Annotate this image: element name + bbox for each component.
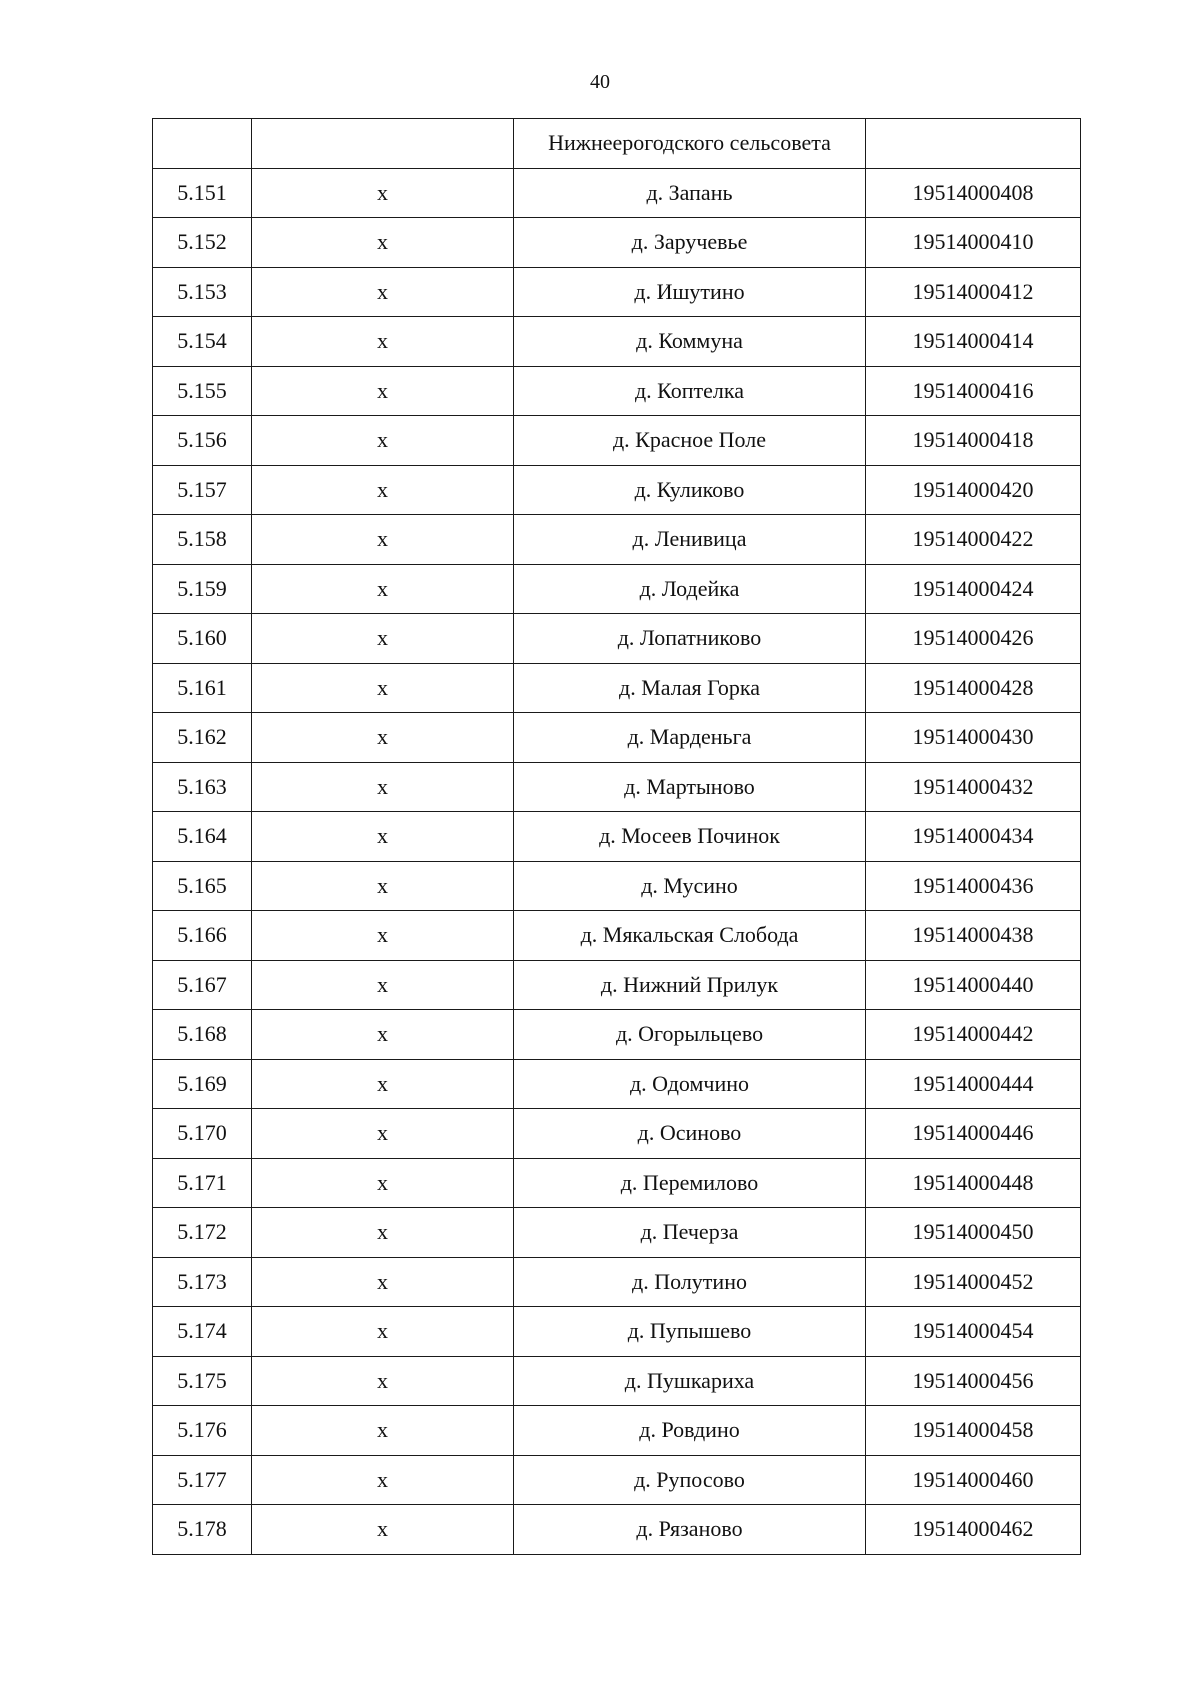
settlement-name-cell: д. Лопатниково bbox=[514, 614, 866, 664]
code-cell: 19514000424 bbox=[866, 564, 1081, 614]
settlement-name-cell: д. Мякальская Слобода bbox=[514, 911, 866, 961]
table-row bbox=[153, 713, 1081, 763]
table-row bbox=[153, 1010, 1081, 1060]
mark-cell: х bbox=[252, 713, 514, 763]
code-cell: 19514000452 bbox=[866, 1257, 1081, 1307]
mark-cell: х bbox=[252, 1307, 514, 1357]
row-number-cell: 5.175 bbox=[153, 1356, 252, 1406]
mark-cell: х bbox=[252, 861, 514, 911]
mark-cell: х bbox=[252, 762, 514, 812]
mark-cell: х bbox=[252, 366, 514, 416]
settlement-name-cell: д. Коптелка bbox=[514, 366, 866, 416]
settlement-name-cell: д. Мусино bbox=[514, 861, 866, 911]
mark-cell: х bbox=[252, 564, 514, 614]
settlement-name-cell: д. Ровдино bbox=[514, 1406, 866, 1456]
code-cell: 19514000450 bbox=[866, 1208, 1081, 1258]
code-cell: 19514000432 bbox=[866, 762, 1081, 812]
settlement-name-cell: д. Одомчино bbox=[514, 1059, 866, 1109]
table-row bbox=[153, 1109, 1081, 1159]
row-number-cell: 5.157 bbox=[153, 465, 252, 515]
mark-cell: х bbox=[252, 317, 514, 367]
mark-cell: х bbox=[252, 1455, 514, 1505]
row-number-cell: 5.165 bbox=[153, 861, 252, 911]
row-number-cell: 5.171 bbox=[153, 1158, 252, 1208]
settlement-name-cell: д. Полутино bbox=[514, 1257, 866, 1307]
mark-cell: х bbox=[252, 663, 514, 713]
row-number-cell: 5.172 bbox=[153, 1208, 252, 1258]
table-row bbox=[153, 911, 1081, 961]
mark-cell: х bbox=[252, 1059, 514, 1109]
table-row bbox=[153, 1158, 1081, 1208]
row-number-cell: 5.176 bbox=[153, 1406, 252, 1456]
table-row bbox=[153, 1208, 1081, 1258]
table-row bbox=[153, 1059, 1081, 1109]
mark-cell: х bbox=[252, 1406, 514, 1456]
row-number-cell: 5.170 bbox=[153, 1109, 252, 1159]
row-number-cell: 5.178 bbox=[153, 1505, 252, 1555]
settlement-name-cell: д. Огорыльцево bbox=[514, 1010, 866, 1060]
table-row bbox=[153, 1257, 1081, 1307]
mark-cell: х bbox=[252, 1505, 514, 1555]
page-number: 40 bbox=[590, 71, 610, 93]
settlement-name-cell: д. Рязаново bbox=[514, 1505, 866, 1555]
settlement-name-cell: д. Ишутино bbox=[514, 267, 866, 317]
row-number-cell: 5.153 bbox=[153, 267, 252, 317]
settlement-name-cell: д. Рупосово bbox=[514, 1455, 866, 1505]
mark-cell: х bbox=[252, 267, 514, 317]
table-row bbox=[153, 1505, 1081, 1555]
table-row bbox=[153, 218, 1081, 268]
table-row bbox=[153, 564, 1081, 614]
settlement-name-cell: д. Нижний Прилук bbox=[514, 960, 866, 1010]
table-row bbox=[153, 416, 1081, 466]
code-cell: 19514000454 bbox=[866, 1307, 1081, 1357]
settlement-name-cell: д. Марденьга bbox=[514, 713, 866, 763]
mark-cell: х bbox=[252, 1208, 514, 1258]
row-number-cell: 5.161 bbox=[153, 663, 252, 713]
settlement-name-cell: д. Ленивица bbox=[514, 515, 866, 565]
mark-cell: х bbox=[252, 168, 514, 218]
table-row bbox=[153, 762, 1081, 812]
table-row bbox=[153, 465, 1081, 515]
code-cell: 19514000420 bbox=[866, 465, 1081, 515]
code-cell: 19514000418 bbox=[866, 416, 1081, 466]
settlement-name-cell: д. Мартыново bbox=[514, 762, 866, 812]
row-number-cell: 5.166 bbox=[153, 911, 252, 961]
row-number-cell: 5.159 bbox=[153, 564, 252, 614]
mark-cell: х bbox=[252, 465, 514, 515]
code-cell: 19514000430 bbox=[866, 713, 1081, 763]
settlement-name-cell: д. Куликово bbox=[514, 465, 866, 515]
code-cell: 19514000440 bbox=[866, 960, 1081, 1010]
settlement-code-table bbox=[152, 118, 1081, 1555]
code-cell: 19514000462 bbox=[866, 1505, 1081, 1555]
code-cell bbox=[866, 119, 1081, 169]
row-number-cell: 5.151 bbox=[153, 168, 252, 218]
mark-cell bbox=[252, 119, 514, 169]
row-number-cell: 5.177 bbox=[153, 1455, 252, 1505]
code-cell: 19514000444 bbox=[866, 1059, 1081, 1109]
settlement-name-cell: д. Запань bbox=[514, 168, 866, 218]
row-number-cell: 5.160 bbox=[153, 614, 252, 664]
table-row bbox=[153, 168, 1081, 218]
table-row bbox=[153, 1356, 1081, 1406]
row-number-cell: 5.168 bbox=[153, 1010, 252, 1060]
code-cell: 19514000436 bbox=[866, 861, 1081, 911]
mark-cell: х bbox=[252, 1109, 514, 1159]
mark-cell: х bbox=[252, 812, 514, 862]
settlement-name-cell: д. Осиново bbox=[514, 1109, 866, 1159]
table-row bbox=[153, 614, 1081, 664]
mark-cell: х bbox=[252, 515, 514, 565]
table-row bbox=[153, 1307, 1081, 1357]
table-row bbox=[153, 267, 1081, 317]
code-cell: 19514000422 bbox=[866, 515, 1081, 565]
settlement-name-cell: д. Красное Поле bbox=[514, 416, 866, 466]
table-row bbox=[153, 317, 1081, 367]
table-row bbox=[153, 1406, 1081, 1456]
code-cell: 19514000426 bbox=[866, 614, 1081, 664]
row-number-cell: 5.154 bbox=[153, 317, 252, 367]
settlement-name-cell: д. Малая Горка bbox=[514, 663, 866, 713]
row-number-cell: 5.158 bbox=[153, 515, 252, 565]
row-number-cell: 5.174 bbox=[153, 1307, 252, 1357]
row-number-cell: 5.156 bbox=[153, 416, 252, 466]
table-row bbox=[153, 366, 1081, 416]
settlement-name-cell: д. Заручевье bbox=[514, 218, 866, 268]
settlement-name-cell: д. Мосеев Починок bbox=[514, 812, 866, 862]
settlement-name-cell: д. Перемилово bbox=[514, 1158, 866, 1208]
row-number-cell: 5.163 bbox=[153, 762, 252, 812]
code-cell: 19514000458 bbox=[866, 1406, 1081, 1456]
settlement-name-cell: Нижнеерогодского сельсовета bbox=[514, 119, 866, 169]
mark-cell: х bbox=[252, 911, 514, 961]
row-number-cell: 5.167 bbox=[153, 960, 252, 1010]
settlement-name-cell: д. Лодейка bbox=[514, 564, 866, 614]
continuation-row bbox=[153, 119, 1081, 169]
code-cell: 19514000414 bbox=[866, 317, 1081, 367]
table-row bbox=[153, 960, 1081, 1010]
mark-cell: х bbox=[252, 416, 514, 466]
settlement-name-cell: д. Пушкариха bbox=[514, 1356, 866, 1406]
code-cell: 19514000448 bbox=[866, 1158, 1081, 1208]
code-cell: 19514000428 bbox=[866, 663, 1081, 713]
code-cell: 19514000446 bbox=[866, 1109, 1081, 1159]
code-cell: 19514000460 bbox=[866, 1455, 1081, 1505]
table-row bbox=[153, 812, 1081, 862]
settlement-name-cell: д. Коммуна bbox=[514, 317, 866, 367]
settlement-name-cell: д. Печерза bbox=[514, 1208, 866, 1258]
mark-cell: х bbox=[252, 1158, 514, 1208]
row-number-cell: 5.152 bbox=[153, 218, 252, 268]
table-row bbox=[153, 515, 1081, 565]
mark-cell: х bbox=[252, 960, 514, 1010]
settlement-name-cell: д. Пупышево bbox=[514, 1307, 866, 1357]
code-cell: 19514000408 bbox=[866, 168, 1081, 218]
row-number-cell bbox=[153, 119, 252, 169]
code-cell: 19514000442 bbox=[866, 1010, 1081, 1060]
table-row bbox=[153, 663, 1081, 713]
code-cell: 19514000434 bbox=[866, 812, 1081, 862]
mark-cell: х bbox=[252, 1356, 514, 1406]
row-number-cell: 5.169 bbox=[153, 1059, 252, 1109]
code-cell: 19514000410 bbox=[866, 218, 1081, 268]
table-row bbox=[153, 1455, 1081, 1505]
row-number-cell: 5.173 bbox=[153, 1257, 252, 1307]
code-cell: 19514000438 bbox=[866, 911, 1081, 961]
code-cell: 19514000416 bbox=[866, 366, 1081, 416]
row-number-cell: 5.164 bbox=[153, 812, 252, 862]
row-number-cell: 5.162 bbox=[153, 713, 252, 763]
table-row bbox=[153, 861, 1081, 911]
row-number-cell: 5.155 bbox=[153, 366, 252, 416]
mark-cell: х bbox=[252, 1010, 514, 1060]
mark-cell: х bbox=[252, 614, 514, 664]
code-cell: 19514000412 bbox=[866, 267, 1081, 317]
code-cell: 19514000456 bbox=[866, 1356, 1081, 1406]
mark-cell: х bbox=[252, 1257, 514, 1307]
table-body bbox=[153, 119, 1081, 1555]
mark-cell: х bbox=[252, 218, 514, 268]
